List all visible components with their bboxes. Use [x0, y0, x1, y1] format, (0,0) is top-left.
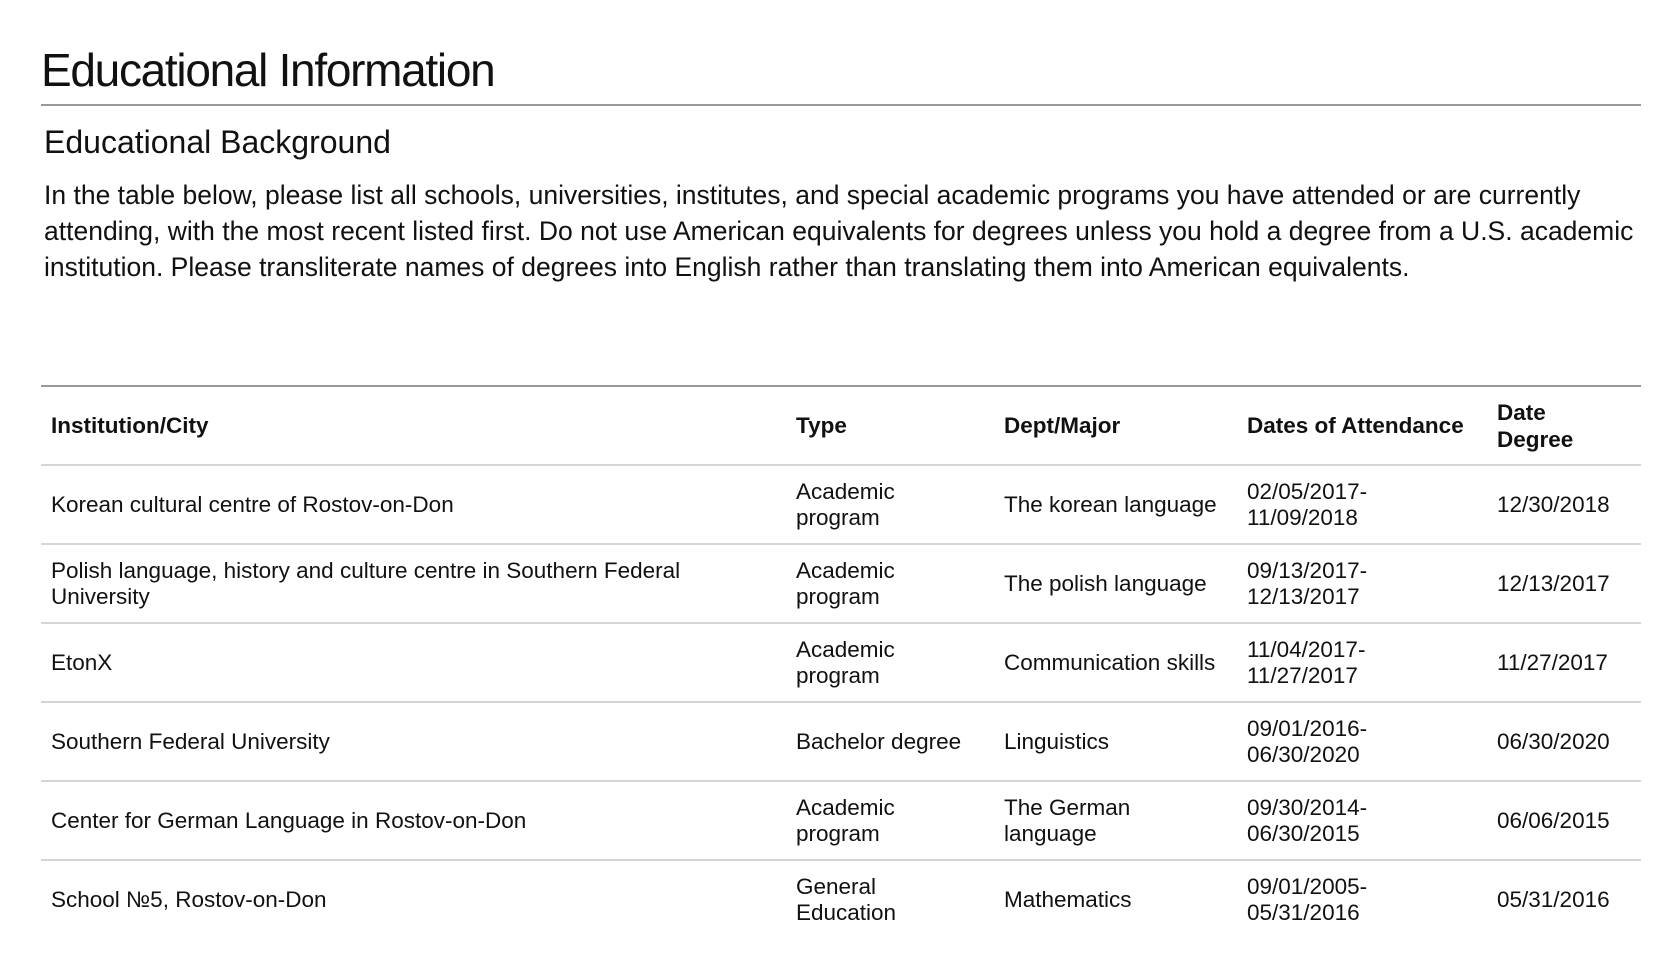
- cell-dates: [1237, 465, 1487, 544]
- cell-major: Linguistics: [994, 702, 1237, 781]
- cell-type: [786, 544, 994, 623]
- cell-degree-date: 06/06/2015: [1487, 781, 1641, 860]
- cell-dates: [1237, 860, 1487, 938]
- cell-major-text: The German language: [1004, 794, 1131, 846]
- cell-dates-text: 02/05/2017-11/09/2018: [1247, 478, 1368, 530]
- cell-major: The korean language: [994, 465, 1237, 544]
- cell-dates: [1237, 781, 1487, 860]
- cell-institution: EtonX: [41, 623, 786, 702]
- table-row: [41, 465, 1641, 544]
- cell-type: [786, 781, 994, 860]
- cell-type: [786, 860, 994, 938]
- page-title: Educational Information: [41, 0, 1641, 106]
- cell-degree-date: 12/30/2018: [1487, 465, 1641, 544]
- cell-dates-text: 09/30/2014-06/30/2015: [1247, 794, 1368, 846]
- cell-degree-date: 12/13/2017: [1487, 544, 1641, 623]
- cell-institution: School №5, Rostov-on-Don: [51, 886, 327, 912]
- table-row: [41, 544, 1641, 623]
- cell-institution: Polish language, history and culture centre in Southern Federal University: [41, 544, 786, 623]
- cell-dates: [1237, 623, 1487, 702]
- cell-dates-text: 09/13/2017-12/13/2017: [1247, 557, 1368, 609]
- table-row: [41, 781, 1641, 860]
- cell-type: [786, 623, 994, 702]
- cell-type-text: General Education: [796, 873, 897, 925]
- header-degree-date: [1487, 386, 1641, 465]
- cell-type-text: Academic program: [796, 557, 895, 609]
- section-title: Educational Background: [44, 124, 391, 160]
- cell-dates-text: 11/04/2017-11/27/2017: [1247, 636, 1366, 688]
- cell-dates-text: 09/01/2016-06/30/2020: [1247, 715, 1368, 767]
- table-header-row: [41, 386, 1641, 465]
- cell-dates: [1237, 702, 1487, 781]
- cell-degree-date: 06/30/2020: [1487, 702, 1641, 781]
- table-row: [41, 860, 1641, 938]
- cell-institution: Center for German Language in Rostov-on-Don: [41, 781, 786, 860]
- table-row: [41, 623, 1641, 702]
- table-row: [41, 702, 1641, 781]
- cell-major: Mathematics: [1004, 886, 1132, 912]
- cell-degree-date: 05/31/2016: [1497, 886, 1610, 912]
- cell-type-text: Academic program: [796, 794, 895, 846]
- cell-dates: [1237, 544, 1487, 623]
- header-degree-date-label: Date Degree: [1497, 399, 1574, 452]
- cell-degree-date: 11/27/2017: [1487, 623, 1641, 702]
- cell-major: [994, 781, 1237, 860]
- education-table: [41, 385, 1641, 938]
- header-major: Dept/Major: [994, 386, 1237, 465]
- header-dates: Dates of Attendance: [1237, 386, 1487, 465]
- cell-major: Communication skills: [994, 623, 1237, 702]
- instructions-text: In the table below, please list all schools, universities, institutes, and special academic programs you have attended or are currently attending, with the most recent listed first. Do not use American equivalents for degrees unless you hold a degree from a U.S. academic institution. Please transliterate names of degrees into English rather than translating them into American equivalents.: [44, 180, 1634, 282]
- cell-type-text: Academic program: [796, 478, 895, 530]
- header-type: Type: [786, 386, 994, 465]
- cell-dates-text: 09/01/2005-05/31/2016: [1247, 873, 1368, 925]
- page-container: [41, 0, 1641, 925]
- cell-institution: Korean cultural centre of Rostov-on-Don: [41, 465, 786, 544]
- cell-type-text: Academic program: [796, 636, 895, 688]
- cell-major: The polish language: [994, 544, 1237, 623]
- cell-type: Bachelor degree: [786, 702, 994, 781]
- cell-institution: Southern Federal University: [41, 702, 786, 781]
- header-institution: Institution/City: [41, 386, 786, 465]
- cell-type: [786, 465, 994, 544]
